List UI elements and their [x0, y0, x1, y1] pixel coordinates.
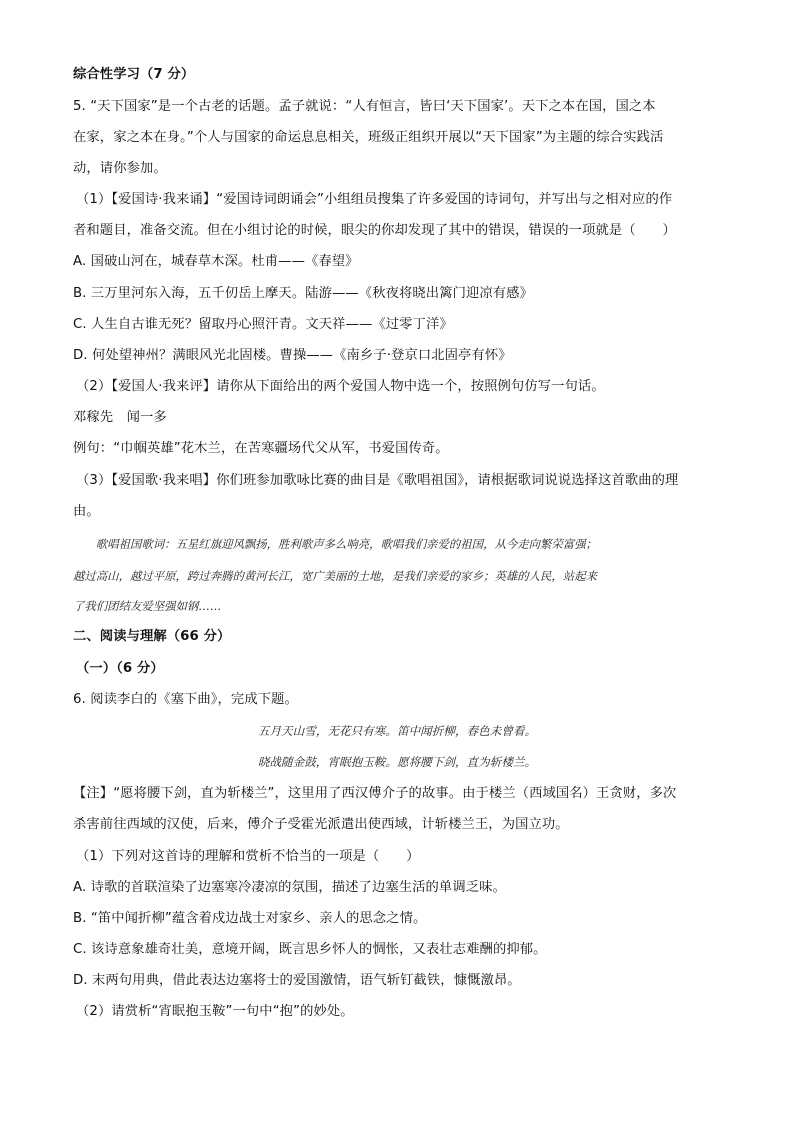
q6-1-option-c: C. 该诗意象雄奇壮美，意境开阔，既言思乡怀人的惆怅，又表壮志难酬的抑郁。 — [73, 942, 547, 957]
q6-1-option-b: B. “笛中闻折柳”蕴含着戍边战士对家乡、亲人的思念之情。 — [73, 911, 427, 926]
q5-3-line-1: （3）【爱国歌·我来唱】你们班参加歌咏比赛的曲目是《歌唱祖国》，请根据歌词说说选择这首歌曲的理 — [76, 473, 679, 488]
part-1-title: （一）（6 分） — [76, 661, 164, 676]
section-title-reading: 二、阅读与理解（66 分） — [73, 629, 231, 644]
q5-3-line-2: 由。 — [73, 504, 100, 519]
lyrics-line-2: 越过高山，越过平原，跨过奔腾的黄河长江，宽广美丽的土地，是我们亲爱的家乡；英雄的人民，站起来 — [73, 569, 597, 583]
q5-intro-line-2: 在家，家之本在身。”个人与国家的命运息息相关，班级正组织开展以“天下国家”为主题的综合实践活 — [73, 130, 664, 145]
q6-1-option-a: A. 诗歌的首联渲染了边塞寒冷凄凉的氛围，描述了边塞生活的单调乏味。 — [73, 880, 506, 895]
lyrics-line-3: 了我们团结友爱坚强如钢…… — [73, 599, 222, 613]
q5-1-option-a: A. 国破山河在，城春草木深。杜甫——《春望》 — [73, 254, 359, 269]
q6-1-option-d: D. 末两句用典，借此表达边塞将士的爱国激情，语气斩钉截铁，慷慨激昂。 — [73, 973, 521, 988]
q5-2-prompt: （2）【爱国人·我来评】请你从下面给出的两个爱国人物中选一个，按照例句仿写一句话。 — [76, 379, 605, 394]
q5-intro-line-1: 5. “天下国家”是一个古老的话题。孟子就说：“人有恒言，皆曰‘天下国家’。天下之本在国，国之本 — [73, 99, 656, 114]
q5-1-line-1: （1）【爱国诗·我来诵】“爱国诗词朗诵会”小组组员搜集了许多爱国的诗词句，并写出与之相对应的作 — [76, 192, 673, 207]
q6-intro: 6. 阅读李白的《塞下曲》，完成下题。 — [73, 692, 298, 707]
q6-2-prompt: （2）请赏析“宵眠抱玉鞍”一句中“抱”的妙处。 — [76, 1004, 354, 1019]
q5-2-example: 例句：“巾帼英雄”花木兰，在苦寒疆场代父从军，书爱国传奇。 — [73, 441, 449, 456]
poem-note-line-1: 【注】“愿将腰下剑，直为斩楼兰”，这里用了西汉傅介子的故事。由于楼兰（西域国名）王贪财，多次 — [73, 786, 677, 801]
lyrics-line-1: 歌唱祖国歌词：五星红旗迎风飘扬，胜利歌声多么响亮，歌唱我们亲爱的祖国，从今走向繁荣富强； — [73, 537, 597, 551]
q5-1-option-b: B. 三万里河东入海，五千仞岳上摩天。陆游——《秋夜将晓出篱门迎凉有感》 — [73, 286, 533, 301]
poem-note-line-2: 杀害前往西域的汉使，后来，傅介子受霍光派遣出使西域，计斩楼兰王，为国立功。 — [73, 817, 569, 832]
poem-line-1: 五月天山雪，无花只有寒。笛中闻折柳，春色未曾看。 — [257, 724, 537, 738]
q5-intro-line-3: 动，请你参加。 — [73, 161, 167, 176]
q5-2-people: 邓稼先 闻一多 — [73, 410, 167, 425]
q6-1-prompt: （1）下列对这首诗的理解和赏析不恰当的一项是（ ） — [76, 849, 420, 864]
section-title-integrated-learning: 综合性学习（7 分） — [73, 67, 195, 82]
q5-1-option-c: C. 人生自古谁无死？留取丹心照汗青。文天祥——《过零丁洋》 — [73, 317, 453, 332]
q5-1-line-2: 者和题目，准备交流。但在小组讨论的时候，眼尖的你却发现了其中的错误，错误的一项就是（ ） — [73, 223, 676, 238]
poem-line-2: 晓战随金鼓，宵眠抱玉鞍。愿将腰下剑，直为斩楼兰。 — [257, 755, 537, 769]
q5-1-option-d: D. 何处望神州？满眼风光北固楼。曹操——《南乡子·登京口北固亭有怀》 — [73, 348, 512, 363]
